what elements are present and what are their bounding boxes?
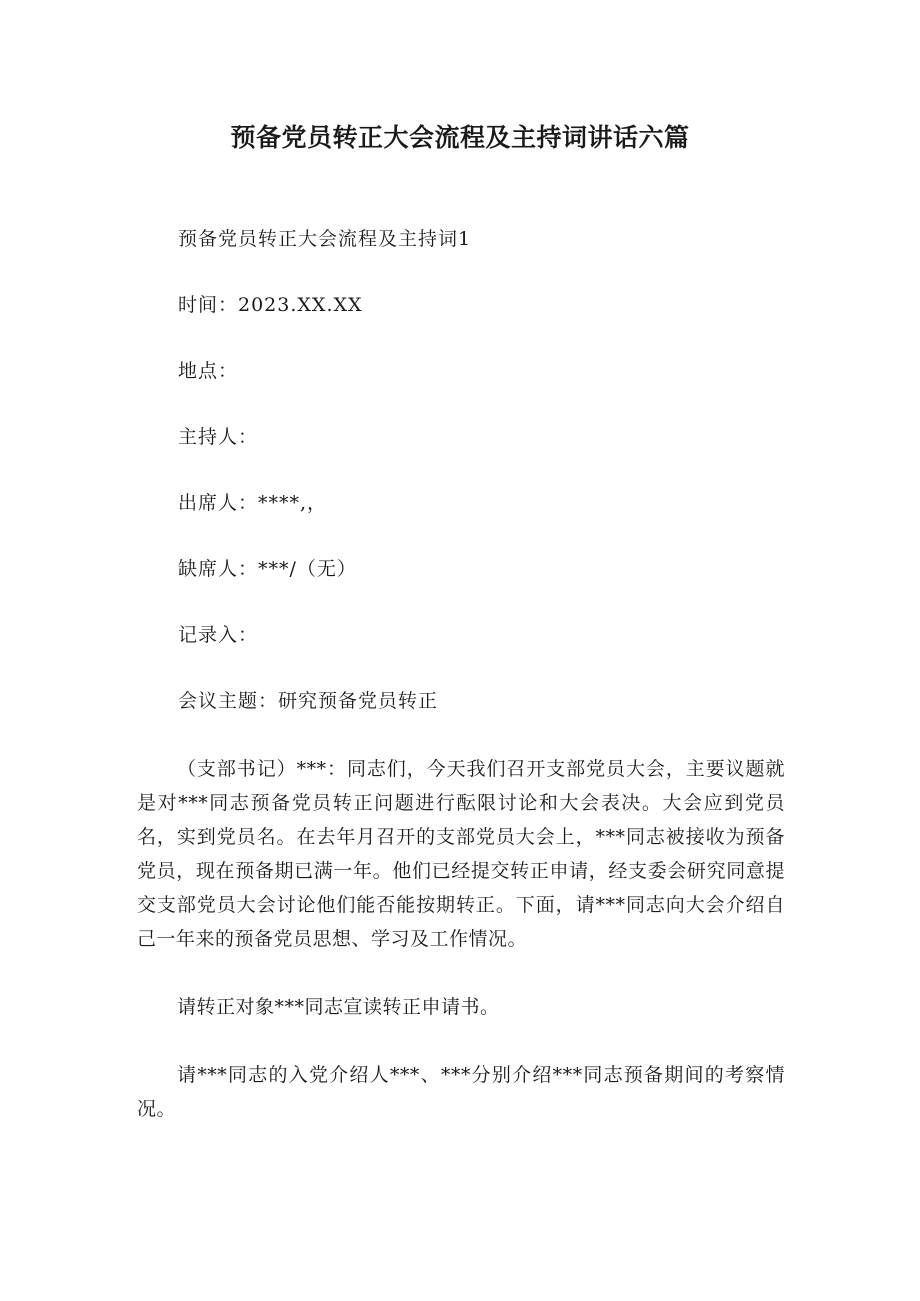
body-paragraph-secretary: （支部书记）***：同志们，今天我们召开支部党员大会，主要议题就是对***同志预备党员转正问题进行酝限讨论和大会表决。大会应到党员名，实到党员名。在去年月召开的支部党员大会上，***同志被接收为预备党员，现在预备期已满一年。他们已经提交转正申请，经支委会研究同意提交支部党员大会讨论他们能否能按期转正。下面，请***同志向大会介绍自己一年来的预备党员思想、学习及工作情况。 [137, 758, 785, 950]
section-subtitle: 预备党员转正大会流程及主持词1 [178, 228, 472, 250]
meeting-topic: 会议主题：研究预备党员转正 [178, 690, 439, 712]
meeting-location: 地点： [178, 360, 239, 382]
meeting-time: 时间：2023.XX.XX [178, 294, 363, 316]
meeting-absentees: 缺席人：***/（无） [178, 558, 357, 580]
body-paragraph-application: 请转正对象***同志宣读转正申请书。 [177, 996, 500, 1018]
meeting-host: 主持人： [178, 426, 259, 448]
body-paragraph-introducers: 请***同志的入党介绍人***、***分别介绍***同志预备期间的考察情况。 [137, 1064, 785, 1120]
meeting-attendees: 出席人：****,， [178, 492, 328, 514]
document-title: 预备党员转正大会流程及主持词讲话六篇 [230, 123, 690, 152]
meeting-recorder: 记录入： [178, 624, 259, 646]
